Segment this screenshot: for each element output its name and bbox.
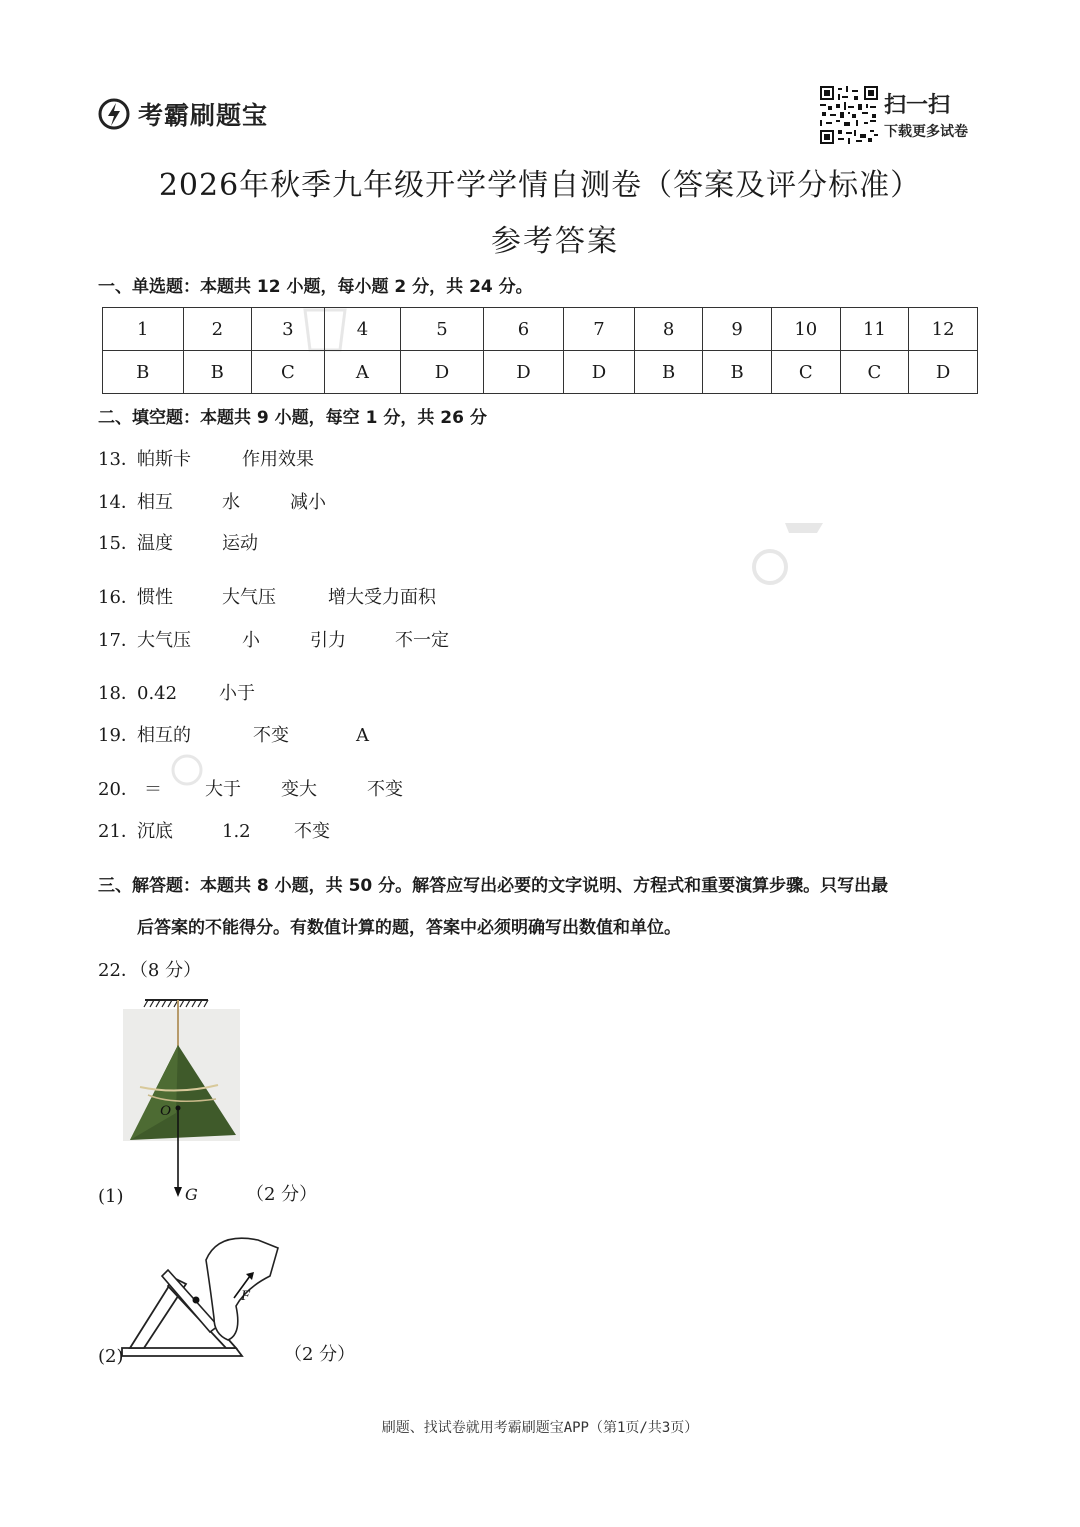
table-cell: D: [483, 351, 564, 394]
answer-text: 不一定: [395, 630, 449, 651]
question-number: 21．: [98, 821, 139, 842]
table-cell: C: [252, 351, 325, 394]
answer-text: 小于: [219, 683, 255, 704]
part2-label: (2): [98, 1346, 124, 1367]
brand-logo: [98, 96, 268, 132]
answer-text: 小: [242, 630, 260, 651]
question-number: 20．: [98, 779, 139, 800]
answer-text: 不变: [294, 821, 330, 842]
table-cell: 5: [401, 308, 484, 351]
table-cell: B: [634, 351, 703, 394]
answer-text: 沉底: [137, 821, 173, 842]
answer-table: [102, 307, 978, 394]
section3-heading: 三、解答题：本题共 8 小题，共 50 分。解答应写出必要的文字说明、方程式和重要演算步骤。只写出最: [98, 876, 889, 896]
page-subtitle: 参考答案: [491, 224, 619, 259]
table-cell: D: [564, 351, 635, 394]
answer-text: 运动: [222, 533, 258, 554]
table-cell: C: [840, 351, 909, 394]
answer-text: 增大受力面积: [328, 587, 436, 608]
table-cell: 3: [252, 308, 325, 351]
question-22-label: 22．（8 分）: [98, 960, 202, 981]
brand-name: 考霸刷题宝: [138, 101, 269, 130]
answer-text: 0.42: [137, 683, 178, 704]
part2-score: （2 分）: [284, 1344, 356, 1365]
point-o-label: O: [160, 1103, 171, 1119]
scan-title: 扫一扫: [884, 93, 951, 118]
answer-table-number-row: [103, 308, 978, 351]
question-number: 18．: [98, 683, 139, 704]
answer-text: 温度: [137, 533, 173, 554]
answer-text: 不变: [367, 779, 403, 800]
table-cell: 2: [183, 308, 252, 351]
table-cell: B: [703, 351, 772, 394]
answer-text: 相互: [137, 492, 173, 513]
answer-text: 大于: [205, 779, 241, 800]
question-number: 16．: [98, 587, 139, 608]
page-footer: 刷题、找试卷就用考霸刷题宝APP（第1页/共3页）: [381, 1420, 699, 1436]
table-cell: 11: [840, 308, 909, 351]
stapler-figure: [118, 1230, 288, 1365]
table-cell: B: [183, 351, 252, 394]
table-cell: 12: [909, 308, 978, 351]
question-number: 14．: [98, 492, 139, 513]
answer-text: 引力: [310, 630, 346, 651]
table-cell: 1: [103, 308, 184, 351]
answer-table-answer-row: [103, 351, 978, 394]
answer-text: 1.2: [222, 821, 251, 842]
answer-text: 变大: [281, 779, 317, 800]
answer-text: A: [356, 725, 369, 746]
table-cell: C: [771, 351, 840, 394]
zongzi-figure: [118, 995, 248, 1205]
table-cell: 7: [564, 308, 635, 351]
table-cell: 6: [483, 308, 564, 351]
table-cell: 8: [634, 308, 703, 351]
section3-heading-cont: 后答案的不能得分。有数值计算的题，答案中必须明确写出数值和单位。: [137, 918, 681, 938]
answer-text: ＝: [144, 779, 162, 800]
watermark-icon: [165, 750, 215, 790]
question-number: 17．: [98, 630, 139, 651]
section2-heading: 二、填空题：本题共 9 小题，每空 1 分，共 26 分: [98, 408, 487, 428]
force-g-label: G: [185, 1185, 198, 1204]
scan-subtitle: 下载更多试卷: [884, 124, 968, 140]
table-cell: B: [103, 351, 184, 394]
part1-score: （2 分）: [246, 1184, 318, 1205]
force-f-label: F: [241, 1288, 251, 1304]
question-number: 15．: [98, 533, 139, 554]
answer-text: 不变: [253, 725, 289, 746]
part1-label: (1): [98, 1186, 124, 1207]
table-cell: 10: [771, 308, 840, 351]
answer-text: 大气压: [222, 587, 276, 608]
answer-text: 大气压: [137, 630, 191, 651]
table-cell: A: [324, 351, 401, 394]
table-cell: 9: [703, 308, 772, 351]
question-number: 19．: [98, 725, 139, 746]
answer-text: 作用效果: [242, 449, 314, 470]
answer-text: 减小: [290, 492, 326, 513]
answer-text: 帕斯卡: [137, 449, 191, 470]
table-cell: 4: [324, 308, 401, 351]
lightning-icon: [98, 98, 130, 130]
watermark-icon: [745, 515, 825, 585]
table-cell: D: [401, 351, 484, 394]
answer-text: 相互的: [137, 725, 191, 746]
watermark-icon: [300, 300, 350, 360]
qr-code-icon: [820, 86, 878, 144]
answer-text: 水: [222, 492, 240, 513]
table-cell: D: [909, 351, 978, 394]
answer-text: 惯性: [137, 587, 173, 608]
question-number: 13．: [98, 449, 139, 470]
section1-heading: 一、单选题：本题共 12 小题，每小题 2 分，共 24 分。: [98, 277, 533, 297]
page-title: 2026年秋季九年级开学学情自测卷（答案及评分标准）: [158, 168, 922, 203]
